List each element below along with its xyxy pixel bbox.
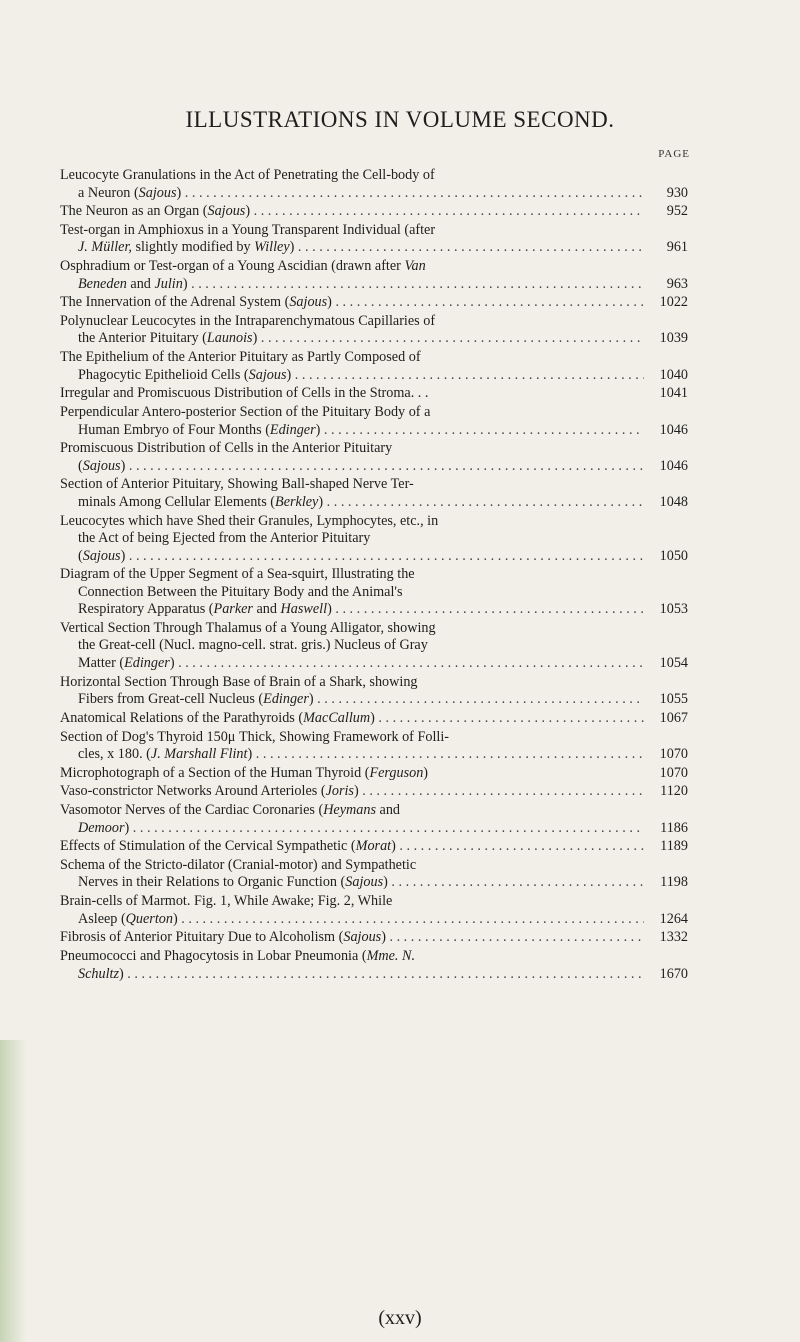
entry-text-line: Schultz) . . . 1670 — [60, 966, 688, 984]
list-item — [60, 620, 688, 673]
page-number: 1054 — [644, 655, 688, 673]
list-item — [60, 440, 688, 475]
list-item — [60, 802, 688, 837]
entry-text-line: Beneden and Julin) . . . 963 — [60, 276, 688, 294]
list-item — [60, 513, 688, 566]
list-item — [60, 929, 688, 947]
list-item — [60, 893, 688, 928]
list-item — [60, 203, 688, 221]
page-number: 1070 — [644, 746, 688, 764]
entry-text-line: Matter (Edinger) . . . 1054 — [60, 655, 688, 673]
entry-text-line: Leucocyte Granulations in the Act of Penetrating the Cell-body of — [60, 167, 435, 183]
page-number: 1332 — [644, 929, 688, 947]
entry-text-line: Section of Dog's Thyroid 150μ Thick, Showing Framework of Folli- — [60, 728, 449, 745]
entry-text-line: Effects of Stimulation of the Cervical Sympathetic (Morat) . . . 1189 — [60, 838, 688, 856]
entry-text-line: Fibers from Great-cell Nucleus (Edinger) . . . 1055 — [60, 691, 688, 709]
list-item — [60, 674, 688, 709]
page-number: 1186 — [644, 820, 688, 838]
entry-text-line: Demoor) . . . 1186 — [60, 820, 688, 838]
entry-text-line: a Neuron (Sajous) . . . 930 — [60, 185, 688, 203]
entry-text-line: The Innervation of the Adrenal System (Sajous) . . . 1022 — [60, 294, 688, 312]
entry-text-line: the Anterior Pituitary (Launois) . . . 1039 — [60, 330, 688, 348]
page-number: 1055 — [644, 691, 688, 709]
list-item — [60, 476, 688, 511]
page-edge-shading — [0, 1040, 26, 1342]
entry-text-line: The Neuron as an Organ (Sajous) . . . 952 — [60, 203, 688, 221]
entry-text-line: Schema of the Stricto-dilator (Cranial-motor) and Sympathetic — [60, 856, 417, 873]
page-column-heading: PAGE — [658, 148, 690, 160]
entry-text-line: Brain-cells of Marmot. Fig. 1, While Awake; Fig. 2, While — [60, 893, 393, 910]
entry-text-line: Section of Anterior Pituitary, Showing Ball-shaped Nerve Ter- — [60, 476, 414, 493]
page-number: 1067 — [644, 710, 688, 728]
entry-text-line: Asleep (Querton) . . . 1264 — [60, 911, 688, 929]
entry-text-line: Horizontal Section Through Base of Brain of a Shark, showing — [60, 673, 418, 690]
entry-text-line: Vaso-constrictor Networks Around Arterioles (Joris) . . . 1120 — [60, 783, 688, 801]
entry-text-line: Vertical Section Through Thalamus of a Young Alligator, showing — [60, 619, 436, 636]
page-number: 1046 — [644, 458, 688, 476]
page-number: 1053 — [644, 601, 688, 619]
list-item — [60, 258, 688, 293]
page-number: 1041 — [644, 385, 688, 403]
entry-text-line: (Sajous) . . . 1050 — [60, 548, 688, 566]
entry-text-line: Phagocytic Epithelioid Cells (Sajous) . . . 1040 — [60, 367, 688, 385]
list-item — [60, 167, 688, 202]
entry-text-line: Osphradium or Test-organ of a Young Ascidian (drawn after Van — [60, 258, 426, 275]
entry-text-line: Human Embryo of Four Months (Edinger) . . . 1046 — [60, 422, 688, 440]
page-number: 1264 — [644, 911, 688, 929]
list-item — [60, 294, 688, 312]
entry-text-line: minals Among Cellular Elements (Berkley) . . . 1048 — [60, 494, 688, 512]
page-number: 1670 — [644, 966, 688, 984]
list-item — [60, 783, 688, 801]
entry-text-line: Promiscuous Distribution of Cells in the Anterior Pituitary — [60, 440, 393, 457]
page-number: 1022 — [644, 294, 688, 312]
entry-text-line: The Epithelium of the Anterior Pituitary as Partly Composed of — [60, 349, 421, 366]
list-item — [60, 313, 688, 348]
entry-text-line: the Act of being Ejected from the Anterior Pituitary — [78, 530, 371, 547]
entry-text-line: Perpendicular Antero-posterior Section of the Pituitary Body of a — [60, 404, 431, 420]
page-number: 1048 — [644, 494, 688, 512]
page-number: 1040 — [644, 367, 688, 385]
list-item — [60, 349, 688, 384]
entry-text-line: Irregular and Promiscuous Distribution of Cells in the Stroma. . . 1041 — [60, 385, 688, 402]
page-number: 1046 — [644, 422, 688, 440]
entry-text-line: Respiratory Apparatus (Parker and Haswell) . . . 1053 — [60, 601, 688, 619]
page-number: 1039 — [644, 330, 688, 348]
entry-text-line: Diagram of the Upper Segment of a Sea-squirt, Illustrating the — [60, 566, 415, 583]
entry-text-line: Fibrosis of Anterior Pituitary Due to Alcoholism (Sajous) . . . 1332 — [60, 929, 688, 947]
page-number: 961 — [644, 239, 688, 257]
list-item — [60, 566, 688, 619]
entry-text-line: Leucocytes which have Shed their Granules, Lymphocytes, etc., in — [60, 512, 439, 529]
entry-text-line: the Great-cell (Nucl. magno-cell. strat. gris.) Nucleus of Gray — [78, 637, 428, 654]
entry-text-line: Vasomotor Nerves of the Cardiac Coronaries (Heymans and — [60, 802, 401, 819]
list-item — [60, 765, 688, 783]
page-title: ILLUSTRATIONS IN VOLUME SECOND. — [185, 107, 615, 133]
illustrations-list — [60, 167, 688, 984]
list-item — [60, 710, 688, 728]
page-number: 930 — [644, 185, 688, 203]
entry-text-line: Microphotograph of a Section of the Human Thyroid (Ferguson) 1070 — [60, 764, 688, 781]
page-folio: (xxv) — [378, 1307, 422, 1329]
entry-text-line: Test-organ in Amphioxus in a Young Transparent Individual (after — [60, 221, 436, 238]
page-number: 963 — [644, 276, 688, 294]
list-item — [60, 385, 688, 403]
list-item — [60, 857, 688, 892]
page-number: 1120 — [644, 783, 688, 801]
list-item — [60, 948, 688, 983]
entry-text-line: (Sajous) . . . 1046 — [60, 458, 688, 476]
page-number: 1198 — [644, 874, 688, 892]
entry-text-line: Pneumococci and Phagocytosis in Lobar Pneumonia (Mme. N. — [60, 948, 416, 964]
entry-text-line: Connection Between the Pituitary Body and the Animal's — [78, 583, 403, 600]
entry-text-line: Nerves in their Relations to Organic Function (Sajous) . . . 1198 — [60, 874, 688, 892]
page-number: 952 — [644, 203, 688, 221]
list-item — [60, 729, 688, 764]
entry-text-line: J. Müller, slightly modified by Willey) . . . 961 — [60, 239, 688, 257]
page-number: 1189 — [644, 838, 688, 856]
entry-text-line: Anatomical Relations of the Parathyroids (MacCallum) . . . 1067 — [60, 710, 688, 728]
list-item — [60, 838, 688, 856]
list-item — [60, 404, 688, 439]
entry-text-line: cles, x 180. (J. Marshall Flint) . . . 1070 — [60, 746, 688, 764]
list-item — [60, 222, 688, 257]
page-number: 1070 — [644, 765, 688, 783]
page-number: 1050 — [644, 548, 688, 566]
entry-text-line: Polynuclear Leucocytes in the Intraparenchymatous Capillaries of — [60, 312, 436, 329]
